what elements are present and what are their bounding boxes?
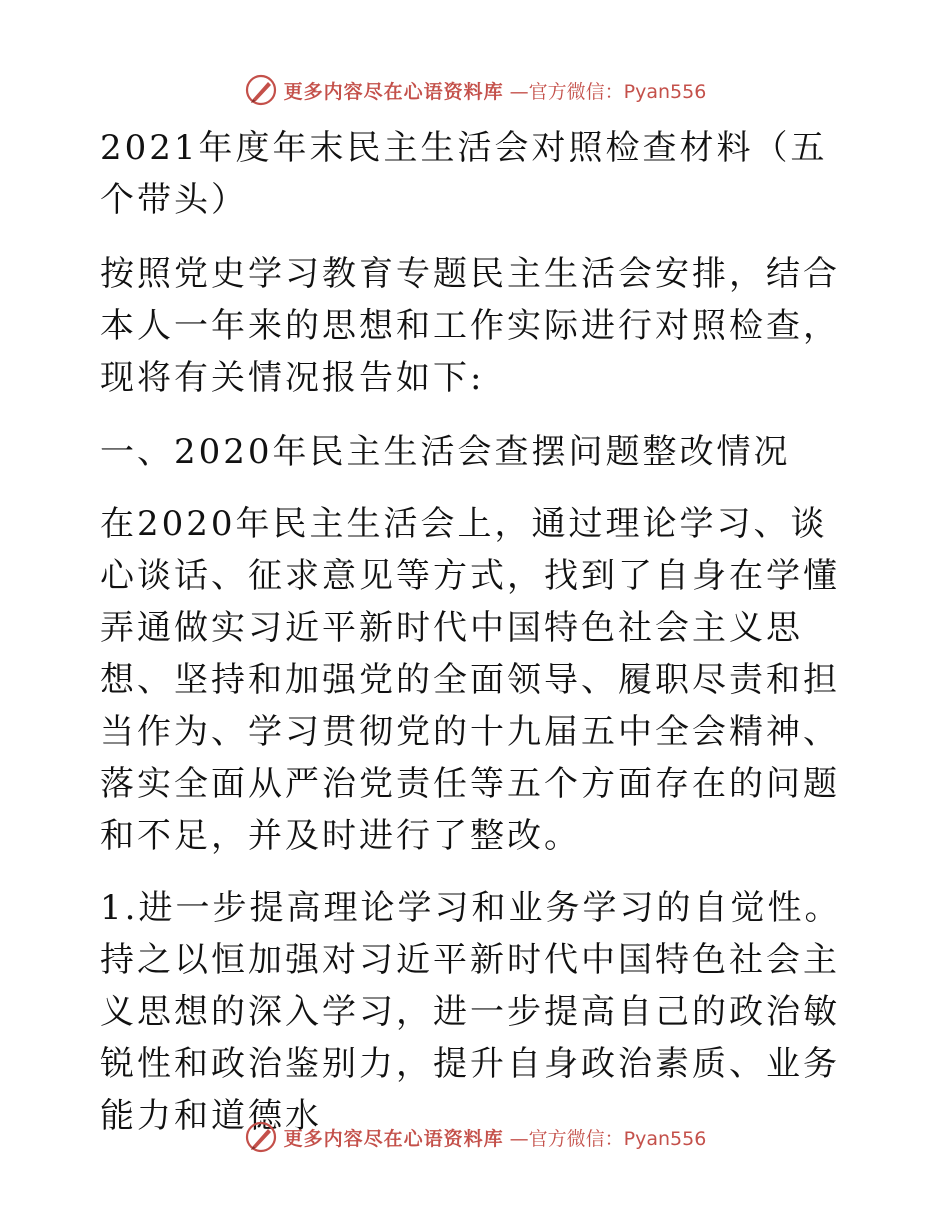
quill-pen-logo-icon: [244, 73, 278, 107]
section-heading: 一、2020年民主生活会查摆问题整改情况: [100, 432, 791, 472]
watermark-main-text: 更多内容尽在心语资料库: [283, 80, 504, 103]
watermark-main-text: 更多内容尽在心语资料库: [283, 1127, 504, 1150]
watermark-sub-text: —官方微信：Pyan556: [509, 80, 707, 103]
intro-paragraph: 按照党史学习教育专题民主生活会安排，结合本人一年来的思想和工作实际进行对照检查，现将有关情况报告如下:: [100, 254, 840, 398]
section-body-paragraph: 在2020年民主生活会上，通过理论学习、谈心谈话、征求意见等方式，找到了自身在学懂弄通做实习近平新时代中国特色社会主义思想、坚持和加强党的全面领导、履职尽责和担当作为、学习贯彻党的十九届五中全会精神、落实全面从严治党责任等五个方面存在的问题和不足，并及时进行了整改。: [100, 504, 840, 856]
header-watermark: [0, 70, 950, 110]
footer-watermark: [0, 1117, 950, 1157]
document-title: 2021年度年末民主生活会对照检查材料（五个带头）: [100, 128, 828, 220]
document-body: [100, 122, 860, 1142]
list-item-1: 1.进一步提高理论学习和业务学习的自觉性。持之以恒加强对习近平新时代中国特色社会主义思想的深入学习，进一步提高自己的政治敏锐性和政治鉴别力，提升自身政治素质、业务能力和道德水: [100, 888, 842, 1136]
watermark-sub-text: —官方微信：Pyan556: [509, 1127, 707, 1150]
quill-pen-logo-icon: [244, 1120, 278, 1154]
